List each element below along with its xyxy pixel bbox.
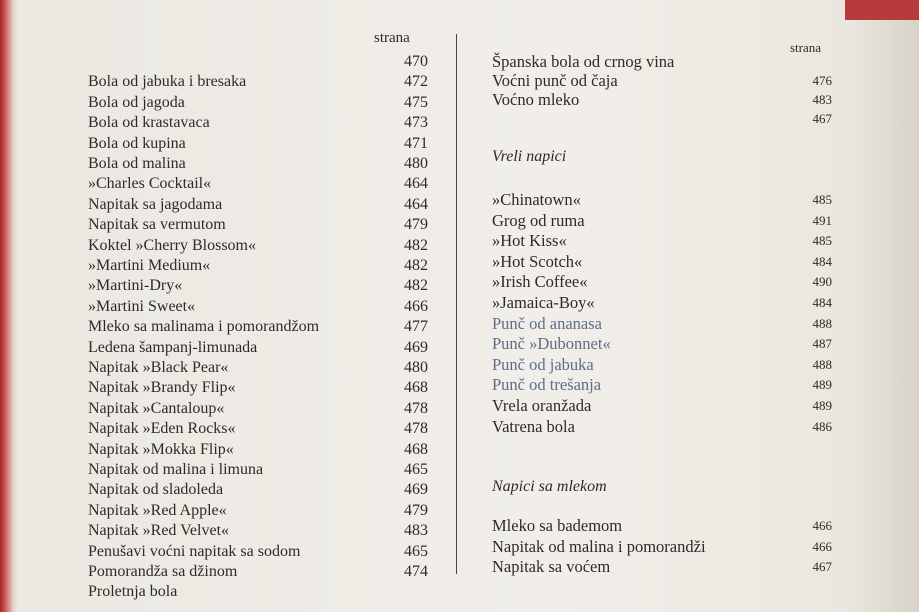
index-entry bbox=[492, 90, 832, 110]
entry-page-number: 468 bbox=[404, 379, 428, 397]
index-entry bbox=[88, 297, 428, 317]
entry-page-number: 489 bbox=[812, 398, 832, 413]
entry-page-number: 490 bbox=[812, 274, 832, 290]
entry-page-number: 482 bbox=[404, 236, 428, 254]
entry-page-number: 483 bbox=[812, 92, 832, 107]
entry-title: Bola od jabuka i bresaka bbox=[88, 73, 247, 91]
entry-title: Napitak »Red Velvet« bbox=[88, 522, 230, 540]
index-entry bbox=[492, 272, 832, 292]
entry-title: Bola od krastavaca bbox=[88, 114, 210, 132]
entry-title: Španska bola od crnog vina bbox=[492, 52, 675, 71]
entry-page-number: 485 bbox=[812, 233, 832, 249]
entry-page-number: 471 bbox=[404, 134, 428, 152]
entry-page-number: 488 bbox=[812, 356, 832, 372]
index-entry bbox=[88, 419, 428, 439]
entry-page-number: 474 bbox=[404, 563, 428, 580]
index-entry bbox=[88, 542, 428, 562]
index-entry bbox=[88, 440, 428, 460]
entry-page-number: 466 bbox=[812, 518, 832, 533]
index-entry bbox=[492, 537, 832, 557]
column-divider bbox=[456, 34, 457, 574]
entry-title: Napitak sa voćem bbox=[492, 557, 611, 576]
index-entry bbox=[88, 52, 428, 72]
entry-page-number: 489 bbox=[812, 377, 832, 393]
entry-page-number: 470 bbox=[404, 53, 428, 70]
entry-title: Napitak sa jagodama bbox=[88, 195, 223, 213]
entry-title: Napitak od sladoleda bbox=[88, 481, 224, 499]
entry-title: Napitak »Mokka Flip« bbox=[88, 440, 234, 458]
index-entry bbox=[492, 252, 832, 272]
entry-title: Proletnja bola bbox=[88, 583, 178, 601]
entry-title: Punč »Dubonnet« bbox=[492, 334, 611, 354]
index-entry bbox=[88, 72, 428, 92]
entry-title: »Chinatown« bbox=[492, 190, 581, 209]
entry-page-number: 467 bbox=[812, 111, 832, 126]
entry-page-number: 464 bbox=[404, 175, 428, 193]
entry-title: »Martini-Dry« bbox=[88, 277, 183, 295]
entry-title: Mleko sa bademom bbox=[492, 516, 623, 535]
entry-title: Bola od malina bbox=[88, 155, 186, 172]
entry-title: Pomorandža sa džinom bbox=[88, 563, 238, 580]
entry-page-number: 482 bbox=[404, 257, 428, 274]
index-entry bbox=[88, 215, 428, 235]
index-entry bbox=[492, 293, 832, 313]
index-entry bbox=[88, 358, 428, 378]
entry-page-number: 473 bbox=[404, 114, 428, 132]
entry-title: Napitak sa vermutom bbox=[88, 216, 226, 234]
index-entry bbox=[88, 134, 428, 154]
entry-page-number: 466 bbox=[404, 297, 428, 315]
index-entry bbox=[88, 582, 428, 602]
entry-title: Napitak »Cantaloup« bbox=[88, 399, 225, 417]
entry-page-number: 472 bbox=[404, 73, 428, 91]
index-entry bbox=[88, 378, 428, 398]
entry-page-number: 487 bbox=[812, 336, 832, 352]
section-title-hot-drinks: Vreli napici bbox=[492, 148, 567, 165]
index-entry bbox=[88, 276, 428, 296]
entry-title: Napitak od malina i limuna bbox=[88, 461, 264, 478]
left-column-header: strana bbox=[374, 30, 410, 46]
index-entry bbox=[492, 334, 832, 354]
entry-page-number: 479 bbox=[404, 216, 428, 234]
entry-page-number: 482 bbox=[404, 277, 428, 295]
entry-title: »Jamaica-Boy« bbox=[492, 293, 595, 312]
entry-page-number: 465 bbox=[404, 461, 428, 478]
index-entry bbox=[88, 256, 428, 276]
index-entry bbox=[88, 562, 428, 582]
entry-title: Ledena šampanj-limunada bbox=[88, 338, 258, 356]
entry-page-number: 467 bbox=[812, 559, 832, 574]
entry-page-number: 479 bbox=[404, 501, 428, 519]
entry-title: »Irish Coffee« bbox=[492, 272, 588, 292]
entry-title: Bola od jagoda bbox=[88, 93, 185, 111]
entry-title: »Martini Medium« bbox=[88, 257, 211, 274]
index-entry bbox=[88, 174, 428, 194]
entry-page-number: 484 bbox=[812, 295, 832, 310]
index-entry bbox=[492, 211, 832, 231]
entry-title: Napitak »Brandy Flip« bbox=[88, 379, 236, 397]
index-entry bbox=[492, 109, 832, 129]
entry-title: Punč od trešanja bbox=[492, 375, 602, 395]
entry-page-number: 475 bbox=[404, 93, 428, 111]
entry-title: Voćni punč od čaja bbox=[492, 71, 618, 90]
entry-title: »Charles Cocktail« bbox=[88, 175, 212, 193]
entry-title: Napitak »Eden Rocks« bbox=[88, 420, 236, 438]
entry-page-number: 469 bbox=[404, 481, 428, 499]
entry-page-number: 477 bbox=[404, 318, 428, 336]
entry-page-number: 484 bbox=[812, 253, 832, 269]
entry-page-number: 464 bbox=[404, 195, 428, 213]
entry-page-number: 478 bbox=[404, 399, 428, 417]
section-title-milk-drinks: Napici sa mlekom bbox=[492, 478, 607, 495]
index-entry bbox=[88, 317, 428, 337]
entry-page-number: 485 bbox=[812, 192, 832, 207]
entry-title: Voćno mleko bbox=[492, 90, 580, 109]
entry-title: »Hot Kiss« bbox=[492, 231, 567, 251]
entry-title: Grog od ruma bbox=[492, 210, 585, 230]
entry-title: Napitak od malina i pomorandži bbox=[492, 536, 706, 556]
index-entry bbox=[492, 190, 832, 210]
index-entry bbox=[88, 195, 428, 215]
entry-title: Koktel »Cherry Blossom« bbox=[88, 236, 256, 254]
entry-title: Punč od ananasa bbox=[492, 313, 602, 333]
right-column-header: strana bbox=[790, 40, 822, 55]
entry-title: »Martini Sweet« bbox=[88, 297, 196, 315]
entry-title: Mleko sa malinama i pomorandžom bbox=[88, 318, 320, 336]
entry-page-number: 480 bbox=[404, 359, 428, 376]
index-entry bbox=[88, 501, 428, 521]
entry-page-number: 465 bbox=[404, 542, 428, 560]
entry-title: Vatrena bola bbox=[492, 416, 575, 436]
entry-title: Bola od kupina bbox=[88, 134, 186, 152]
index-entry bbox=[88, 338, 428, 358]
index-entry bbox=[88, 93, 428, 113]
index-entry bbox=[492, 516, 832, 536]
index-entry bbox=[492, 417, 832, 437]
entry-title: »Hot Scotch« bbox=[492, 251, 583, 271]
entry-title: Punč od jabuka bbox=[492, 354, 594, 374]
index-entry bbox=[88, 460, 428, 480]
entry-title: Vrela oranžada bbox=[492, 396, 592, 415]
entry-page-number: 469 bbox=[404, 338, 428, 356]
entry-title: Penušavi voćni napitak sa sodom bbox=[88, 542, 301, 560]
entry-page-number: 478 bbox=[404, 420, 428, 438]
entry-page-number: 488 bbox=[812, 315, 832, 331]
entry-page-number: 476 bbox=[812, 73, 832, 88]
index-entry bbox=[492, 71, 832, 91]
index-entry bbox=[88, 236, 428, 256]
entry-page-number: 491 bbox=[812, 212, 832, 228]
index-entry bbox=[88, 399, 428, 419]
index-entry bbox=[492, 314, 832, 334]
index-entry bbox=[88, 154, 428, 174]
book-spine-edge bbox=[0, 0, 14, 612]
entry-page-number: 466 bbox=[812, 538, 832, 554]
index-entry bbox=[492, 231, 832, 251]
entry-page-number: 486 bbox=[812, 418, 832, 434]
entry-title: Napitak »Black Pear« bbox=[88, 359, 229, 376]
entry-page-number: 468 bbox=[404, 440, 428, 458]
index-entry bbox=[492, 375, 832, 395]
entry-page-number: 480 bbox=[404, 155, 428, 172]
red-cover-edge bbox=[845, 0, 919, 20]
index-entry bbox=[492, 52, 832, 72]
index-entry bbox=[88, 113, 428, 133]
index-entry bbox=[88, 521, 428, 541]
index-entry bbox=[492, 557, 832, 577]
entry-title: Napitak »Red Apple« bbox=[88, 501, 227, 519]
index-entry bbox=[492, 396, 832, 416]
index-entry bbox=[492, 355, 832, 375]
entry-page-number: 483 bbox=[404, 522, 428, 540]
index-entry bbox=[88, 480, 428, 500]
